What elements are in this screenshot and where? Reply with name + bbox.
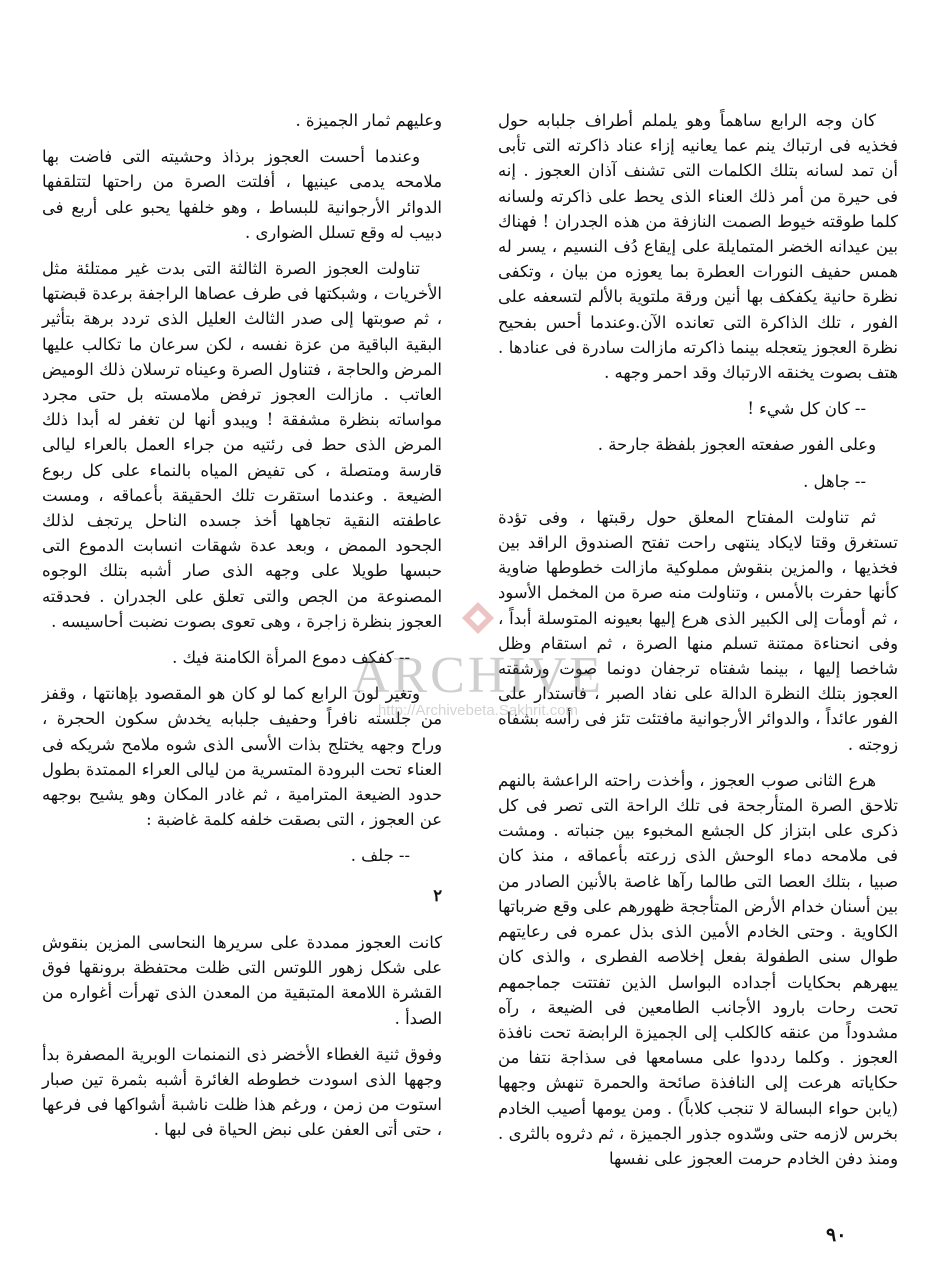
paragraph: هرع الثانى صوب العجوز ، وأخذت راحته الراعشة بالنهم تلاحق الصرة المتأرجحة فى تلك الراحة التى تصر فى كل ذكرى على ابتزاز كل الجشع المخبوء بين جنباته . ومشت فى ملامحه دماء الوحش الذى زرعته بأعماقه ، منذ كان صبيا ، بتلك العصا التى طالما رآها غاصة بالأنين الصادر من بين أسنان خدام الأرض المتأججة ظهورهم على وقع ضرباتها الكاوية . وحتى الخادم الأمين الذى بذل عمره فى رعايتهم طوال سنى الطفولة بفعل إخلاصه الفطرى ، والذى كان يبهرهم بحكايات أجداده البواسل الذين تفتتت جماجمهم تحت رحات بارود الأجانب الطامعين فى الضيعة ، رآه مشدوداً من عنقه كالكلب إلى الجميزة الرابضة تحت نافذة العجوز . وكلما رددوا على مسامعها فى سذاجة نتفا من حكاياته هرعت إلى النافذة صائحة والحمرة تنهش وجهها (يابن حواء البسالة لا تنجب كلاباً) . ومن يومها أصيب الخادم بخرس لازمه حتى وسّدوه جذور الجميزة ، ثم دثروه بالثرى . ومنذ دفن الخادم حرمت العجوز على نفسها	[498, 770, 898, 1168]
paragraph: ثم تناولت المفتاح المعلق حول رقبتها ، وفى تؤدة تستغرق وقتا لايكاد ينتهى راحت تفتح الصندوق الراقد بين فخذيها ، والمزين بنقوش مملوكية مازالت خطوطها ضاوية كأنها حفرت بالأمس ، وتناولت منه صرة من المخمل الأسود ، ثم أومأت إلى الكبير الذى هرع إليها بعيونه المتوسلة أبداً ، وفى انحناءة ممتنة تسلم منها الصرة ، ثم استقام وظل شاخصا إليها ، بينما شفتاه ترجفان دونما صوت ورشقته العجوز بتلك النظرة الدالة على نفاد الصبر ، فاستدار على الفور عائداً ، والدوائر الأرجوانية مافتئت تئز فى رأسه بشفاه زوجته .	[498, 507, 898, 754]
paragraph: وتغير لون الرابع كما لو كان هو المقصود بإهانتها ، وقفز من جلسته نافراً وحفيف جلبابه يخدش سكون الحجرة ، وراح وجهه يختلج بذات الأسى الذى شوه ملامح شريكه فى العناء تحت البرودة المتسرية من ليالى العراء الممتدة بطول حدود الضيعة المترامية ، ثم غادر المكان وهو يشيح بوجهه عن العجوز ، التى بصقت خلفه كلمة غاضبة :	[42, 684, 442, 830]
text-column-right	[498, 108, 898, 1182]
dialogue-line: -- كفكف دموع المرأة الكامنة فيك .	[172, 648, 410, 668]
paragraph: كان وجه الرابع ساهماً وهو يلملم أطراف جلبابه حول فخذيه فى ارتباك ينم عما يعانيه إزاء عناد ذاكرته التى تأبى أن تمد لسانه بتلك الكلمات التى تشنف آذان العجوز . إنه فى حيرة من أمر ذلك العناء الذى يحط على ذاكرته ولسانه كلما طوقته خيوط الصمت النازفة من هذه الجدران ! فهناك بين عيدانه الخضر المتمايلة على إيقاع دُف النسيم ، يسر له همس حفيف النورات العطرة بما يعوزه من بيان ، وتكفى نظرة حانية يكفكف بها أنين ورقة ملتوية بالألم لتسعفه على الفور ، تلك الذاكرة التى تعانده الآن.وعندما أحس بفحيح نظرة العجوز يتعجله بينما ذاكرته مازالت سادرة فى عنادها . هتف بصوت يخنقه الارتباك وقد احمر وجهه .	[498, 111, 898, 383]
text-column-left	[42, 108, 442, 1154]
dialogue-line: -- جلف .	[350, 846, 410, 866]
dialogue-line: -- كان كل شيء !	[747, 399, 866, 419]
paragraph: كانت العجوز ممددة على سريرها النحاسى المزين بنقوش على شكل زهور اللوتس التى ظلت محتفظة برونقها فوق القشرة اللامعة المتبقية من المعدن الذى تهرأت أغواره من الصدأ .	[42, 932, 442, 1028]
paragraph: وعليهم ثمار الجميزة .	[295, 111, 442, 130]
paragraph: تناولت العجوز الصرة الثالثة التى بدت غير ممتلئة مثل الأخريات ، وشبكتها فى طرف عصاها الراجفة برعدة قبضتها ، ثم صوبتها إلى صدر الثالث العليل الذى تردد برهة بتأثير البقية الباقية من عزة نفسه ، لكن سرعان ما تكالب عليها المرض والحاجة ، فتناول الصرة وعيناه ترسلان ذلك الوميض العاتب . مازالت العجوز ترفض ملامسته بل حتى مجرد مواساته بنظرة مشفقة ! ويبدو أنها لن تغفر له أبدا ذلك المرض الذى حط فى رئتيه من جراء العمل بالعراء ليالى قارسة ومتصلة ، كى تفيض المياه بالنماء على كل ربوع الضيعة . وعندما استقرت تلك الحقيقة بأعماقه ، ومست عاطفته النقية تجاهها أخذ جسده الناحل يرتجف لذلك الجحود الممض ، وبعد عدة شهقات انسابت الدموع التى حبسها طويلا على وجهه الذى صار أشبه بتلك الوجوه المصنوعة من الجص والتى تعلق على الجدران . فحدقته العجوز بنظرة زاجرة ، وهى تعوى بصوت نضبت أحاسيسه .	[42, 259, 442, 631]
dialogue-line: -- جاهل .	[803, 471, 866, 491]
section-number: ٢	[433, 885, 442, 905]
watermark-url: http://Archivebeta.Sakhrit.com	[377, 702, 579, 719]
paragraph: وعندما أحست العجوز برذاذ وحشيته التى فاضت بها ملامحه يدمى عينيها ، أفلتت الصرة من راحتها لتتلقفها الدوائر الأرجوانية للبساط ، وهو خلفها يحبو على أربع فى دبيب له وقع تسلل الضوارى .	[42, 147, 442, 242]
paragraph: وفوق ثنية الغطاء الأخضر ذى النمنمات الوبرية المصفرة بدأ وجهها الذى اسودت خطوطه الغائرة أشبه بثمرة تين صبار استوت من زمن ، ورغم هذا ظلت ناشبة أشواكها فى فرعها ، حتى أتى العفن على نبض الحياة فى لبها .	[42, 1044, 442, 1140]
page-number: ٩٠	[826, 1224, 847, 1246]
paragraph: وعلى الفور صفعته العجوز بلفظة جارحة .	[597, 435, 876, 455]
archive-logo-icon	[458, 598, 498, 638]
watermark-title: ARCHIVE	[351, 647, 605, 704]
